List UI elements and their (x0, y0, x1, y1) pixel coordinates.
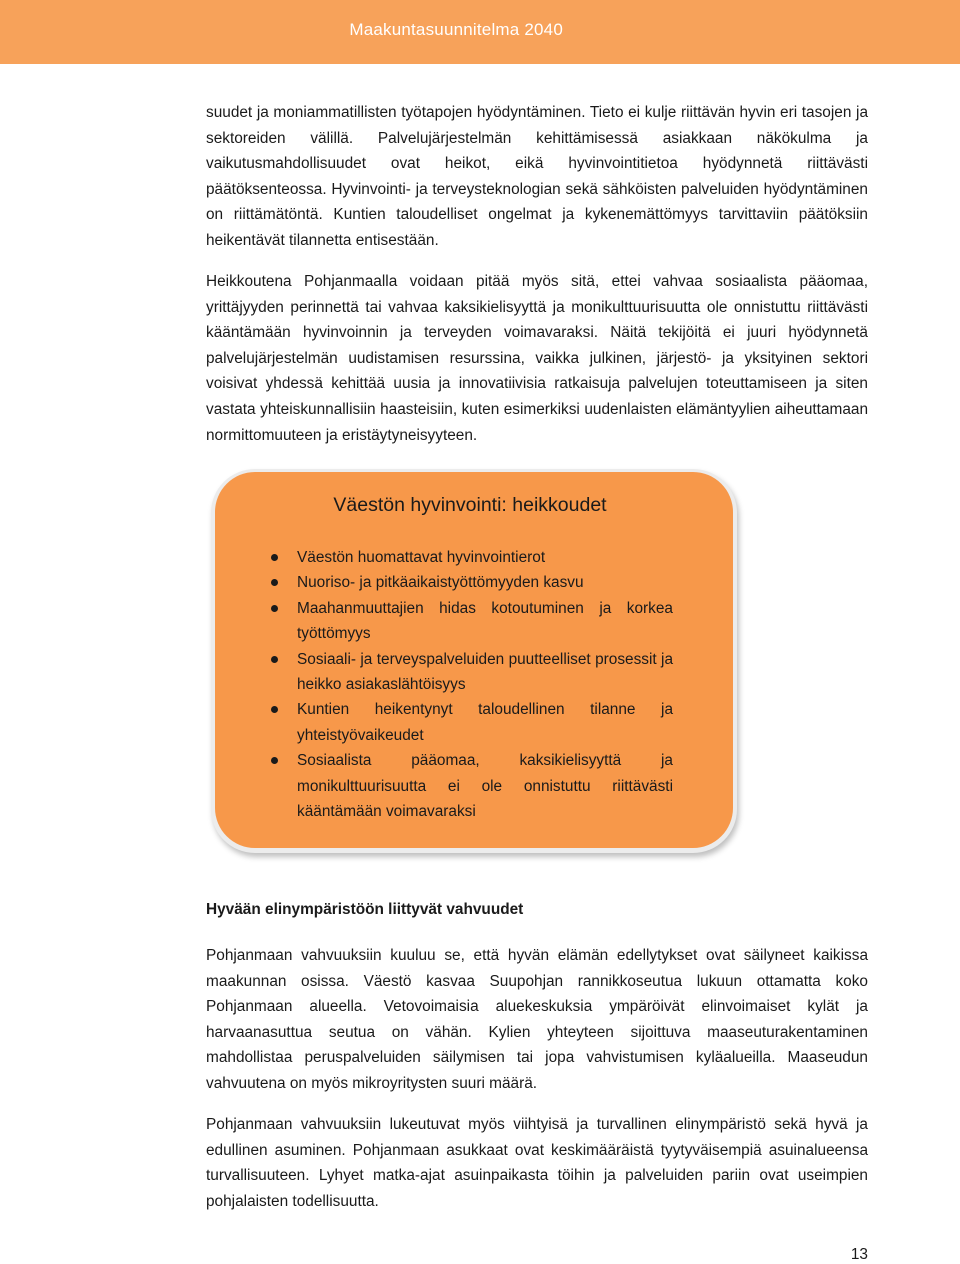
paragraph-text: suudet ja moniammatillisten työtapojen hyödyntäminen. Tieto ei kulje riittävän hyvin eri tasojen ja sektoreiden välillä. Palvelujärjestelmän kehittämisessä asiakkaan näkökulma ja vaikutusmahdollisuudet ovat heikot, eikä hyvinvointitietoa hyödynnetä riittävästi päätöksenteossa. Hyvinvointi- ja terveysteknologian sekä sähköisten palveluiden hyödyntäminen on riittämätöntä. Kuntien taloudelliset ongelmat ja kykenemättömyys tarvittaviin päätöksiin heikentävät tilannetta entisestään. (206, 104, 868, 249)
bullet-icon (271, 605, 278, 612)
list-item (267, 596, 673, 647)
paragraph (206, 943, 868, 1097)
section-heading: Hyvään elinympäristöön liittyvät vahvuudet (206, 901, 524, 918)
paragraph (206, 100, 868, 254)
page-number: 13 (850, 1246, 868, 1263)
header-title: Maakuntasuunnitelma 2040 (349, 20, 563, 39)
list-item-text: Kuntien heikentynyt taloudellinen tilanne ja yhteistyövaikeudet (297, 701, 673, 744)
callout-list (267, 545, 673, 824)
paragraph-text: Heikkoutena Pohjanmaalla voidaan pitää myös sitä, ettei vahvaa sosiaalista pääomaa, yrittäjyyden perinnettä tai vahvaa kaksikielisyyttä ja monikulttuurisuutta ole onnistuttu riittävästi kääntämään hyvinvoinnin ja terveyden voimavaraksi. Näitä tekijöitä ei juuri hyödynnetä palvelujärjestelmän uudistamisen resurssina, vaikka julkinen, järjestö- ja yksityinen sektori voisivat yhdessä kehittää uusia ja innovatiivisia ratkaisuja palvelujen toteuttamiseen ja siten vastata yhteiskunnallisiin haasteisiin, kuten esimerkiksi uudenlaisten elämäntyylien aiheuttamaan normittomuuteen ja eristäytyneisyyteen. (206, 273, 868, 444)
list-item-text: Sosiaalista pääomaa, kaksikielisyyttä ja monikulttuurisuutta ei ole onnistuttu riittävästi kääntämään voimavaraksi (297, 752, 673, 821)
list-item (267, 748, 673, 824)
list-item (267, 545, 673, 570)
list-item-text: Maahanmuuttajien hidas kotoutuminen ja korkea työttömyys (297, 599, 673, 643)
callout-title: Väestön hyvinvointi: heikkoudet (333, 494, 607, 516)
list-item (267, 697, 673, 748)
header-bar (0, 0, 960, 64)
bullet-icon (271, 579, 278, 586)
list-item (267, 647, 673, 698)
list-item-text: Nuoriso- ja pitkäaikaistyöttömyyden kasvu (297, 574, 584, 592)
paragraph (206, 1112, 868, 1214)
list-item-text: Väestön huomattavat hyvinvointierot (297, 549, 546, 566)
bullet-icon (271, 554, 278, 561)
bullet-icon (271, 656, 278, 663)
callout-box (215, 472, 733, 848)
bullet-icon (271, 757, 278, 764)
bullet-icon (271, 706, 278, 713)
paragraph-text: Pohjanmaan vahvuuksiin kuuluu se, että hyvän elämän edellytykset ovat säilyneet kaikissa maakunnan osissa. Väestö kasvaa Suupohjan rannikkoseutua lukuun ottamatta koko Pohjanmaan alueella. Vetovoimaisia aluekeskuksia ympäröivät elinvoimaiset kylät ja harvaanasuttua seutua on vähän. Kylien yhteyteen sijoittuva maaseuturakentaminen mahdollistaa peruspalveluiden säilymisen tai jopa vahvistumisen kyläalueilla. Maaseudun vahvuutena on myös mikroyritysten suuri määrä. (206, 947, 868, 1092)
paragraph-text: Pohjanmaan vahvuuksiin lukeutuvat myös viihtyisä ja turvallinen elinympäristö sekä hyvä ja edullinen asuminen. Pohjanmaan asukkaat ovat keskimääräistä tyytyväisempiä asuinalueensa turvallisuuteen. Lyhyet matka-ajat asuinpaikasta töihin ja palveluiden pariin ovat useimpien pohjalaisten todellisuutta. (206, 1116, 868, 1210)
list-item-text: Sosiaali- ja terveyspalveluiden puutteelliset prosessit ja heikko asiakaslähtöisyys (297, 650, 673, 694)
paragraph (206, 269, 868, 448)
list-item (267, 570, 673, 595)
